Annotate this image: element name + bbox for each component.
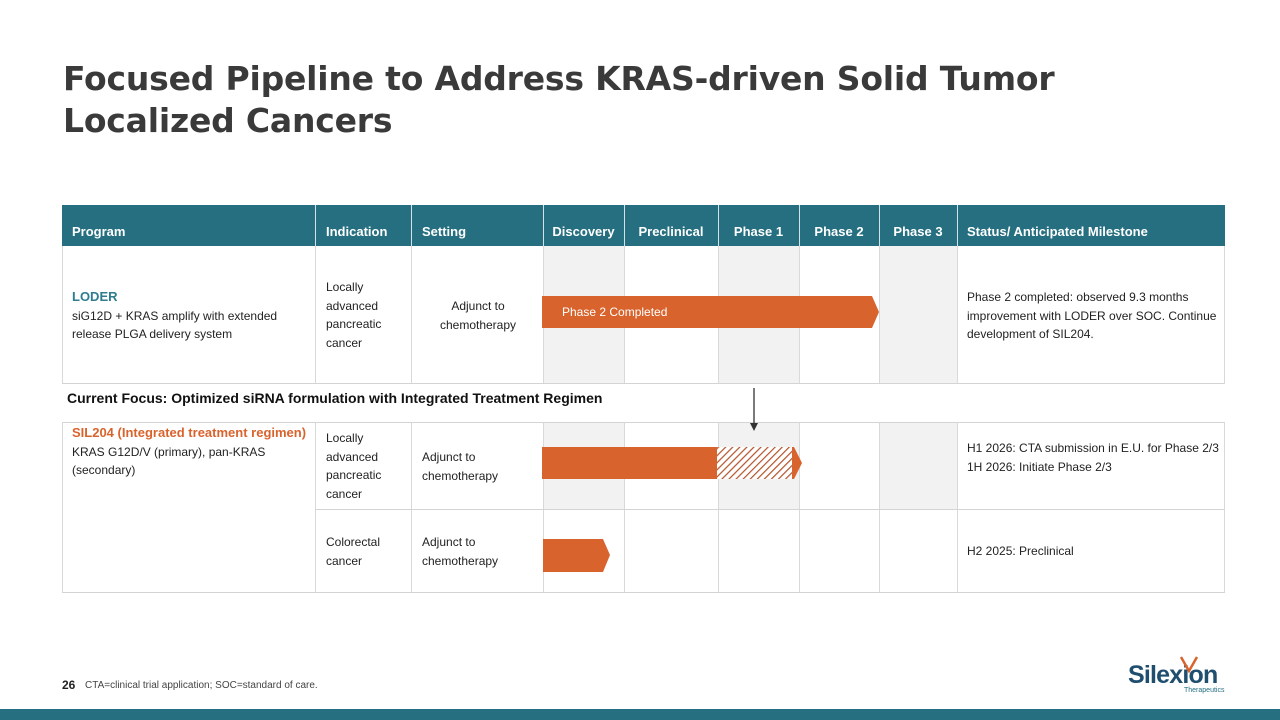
bar-completed bbox=[542, 447, 717, 479]
program-name: SIL204 (Integrated treatment regimen) bbox=[72, 425, 307, 440]
indication-cell: Locally advanced pancreatic cancer bbox=[326, 280, 382, 350]
svg-text:Silexion: Silexion bbox=[1128, 661, 1218, 689]
grid-line bbox=[315, 422, 316, 593]
phase3-column-shade-2 bbox=[879, 423, 957, 509]
header-discovery: Discovery bbox=[552, 224, 615, 239]
loder-program-cell bbox=[72, 288, 310, 344]
grid-line bbox=[411, 246, 412, 383]
grid-line bbox=[62, 246, 63, 383]
grid-line bbox=[1224, 246, 1225, 383]
header-divider bbox=[624, 205, 625, 246]
colorectal-progress-bar bbox=[543, 539, 613, 572]
table-header bbox=[62, 205, 1225, 246]
header-indication: Indication bbox=[326, 224, 388, 239]
header-phase3: Phase 3 bbox=[893, 224, 943, 239]
status-cell: Phase 2 completed: observed 9.3 months improvement with LODER over SOC. Continue development of SIL204. bbox=[967, 290, 1217, 341]
grid-line bbox=[957, 422, 958, 593]
header-preclinical: Preclinical bbox=[638, 224, 704, 239]
footnote: CTA=clinical trial application; SOC=standard of care. bbox=[85, 680, 318, 691]
status-cell bbox=[967, 439, 1222, 476]
sil204-progress-bar bbox=[542, 446, 804, 480]
status-line: 1H 2026: Initiate Phase 2/3 bbox=[967, 459, 1112, 474]
sil204-program-cell bbox=[72, 424, 310, 480]
header-phase2: Phase 2 bbox=[814, 224, 864, 239]
bar-shape bbox=[543, 539, 610, 572]
phase3-column-shade bbox=[879, 246, 957, 383]
setting-cell: Adjunct to chemotherapy bbox=[422, 450, 499, 483]
silexion-logo bbox=[1126, 655, 1226, 695]
focus-banner: Current Focus: Optimized siRNA formulation with Integrated Treatment Regimen bbox=[67, 390, 603, 406]
program-name: LODER bbox=[72, 289, 118, 304]
indication-cell: Colorectal cancer bbox=[326, 535, 381, 568]
program-description: siG12D + KRAS amplify with extended release PLGA delivery system bbox=[72, 308, 278, 341]
header-program: Program bbox=[72, 224, 126, 239]
header-divider bbox=[543, 205, 544, 246]
svg-text:Therapeutics: Therapeutics bbox=[1184, 687, 1225, 694]
header-divider bbox=[799, 205, 800, 246]
header-divider bbox=[315, 205, 316, 246]
grid-line bbox=[411, 422, 412, 593]
header-divider bbox=[879, 205, 880, 246]
grid-line bbox=[315, 509, 1225, 510]
grid-line bbox=[879, 422, 880, 593]
grid-line bbox=[957, 246, 958, 383]
bar-planned-hatched bbox=[717, 447, 792, 479]
status-line: H1 2026: CTA submission in E.U. for Phase 2/3 bbox=[967, 441, 1219, 455]
bar-label: Phase 2 Completed bbox=[562, 305, 668, 319]
program-description: KRAS G12D/V (primary), pan-KRAS (secondary) bbox=[72, 444, 266, 477]
grid-line bbox=[315, 246, 316, 383]
slide-title: Focused Pipeline to Address KRAS-driven Solid Tumor Localized Cancers bbox=[63, 59, 1055, 140]
grid-line bbox=[62, 422, 63, 593]
header-phase1: Phase 1 bbox=[733, 224, 784, 239]
status-cell: H2 2025: Preclinical bbox=[967, 544, 1074, 558]
bar-tip bbox=[792, 447, 802, 479]
pipeline-table bbox=[62, 205, 1225, 593]
header-divider bbox=[718, 205, 719, 246]
page-number: 26 bbox=[62, 678, 76, 692]
header-divider bbox=[957, 205, 958, 246]
bottom-accent-bar bbox=[0, 709, 1280, 720]
header-setting: Setting bbox=[422, 224, 467, 239]
indication-cell: Locally advanced pancreatic cancer bbox=[326, 431, 382, 501]
setting-cell: Adjunct to chemotherapy bbox=[439, 299, 517, 332]
header-status: Status/ Anticipated Milestone bbox=[967, 224, 1148, 239]
setting-cell: Adjunct to chemotherapy bbox=[422, 535, 499, 568]
grid-line bbox=[62, 422, 1225, 423]
header-divider bbox=[411, 205, 412, 246]
down-arrow-icon bbox=[748, 388, 760, 432]
grid-line bbox=[1224, 422, 1225, 593]
grid-line bbox=[62, 383, 1225, 384]
logo-graphic bbox=[1126, 655, 1226, 695]
grid-line bbox=[62, 592, 1225, 593]
